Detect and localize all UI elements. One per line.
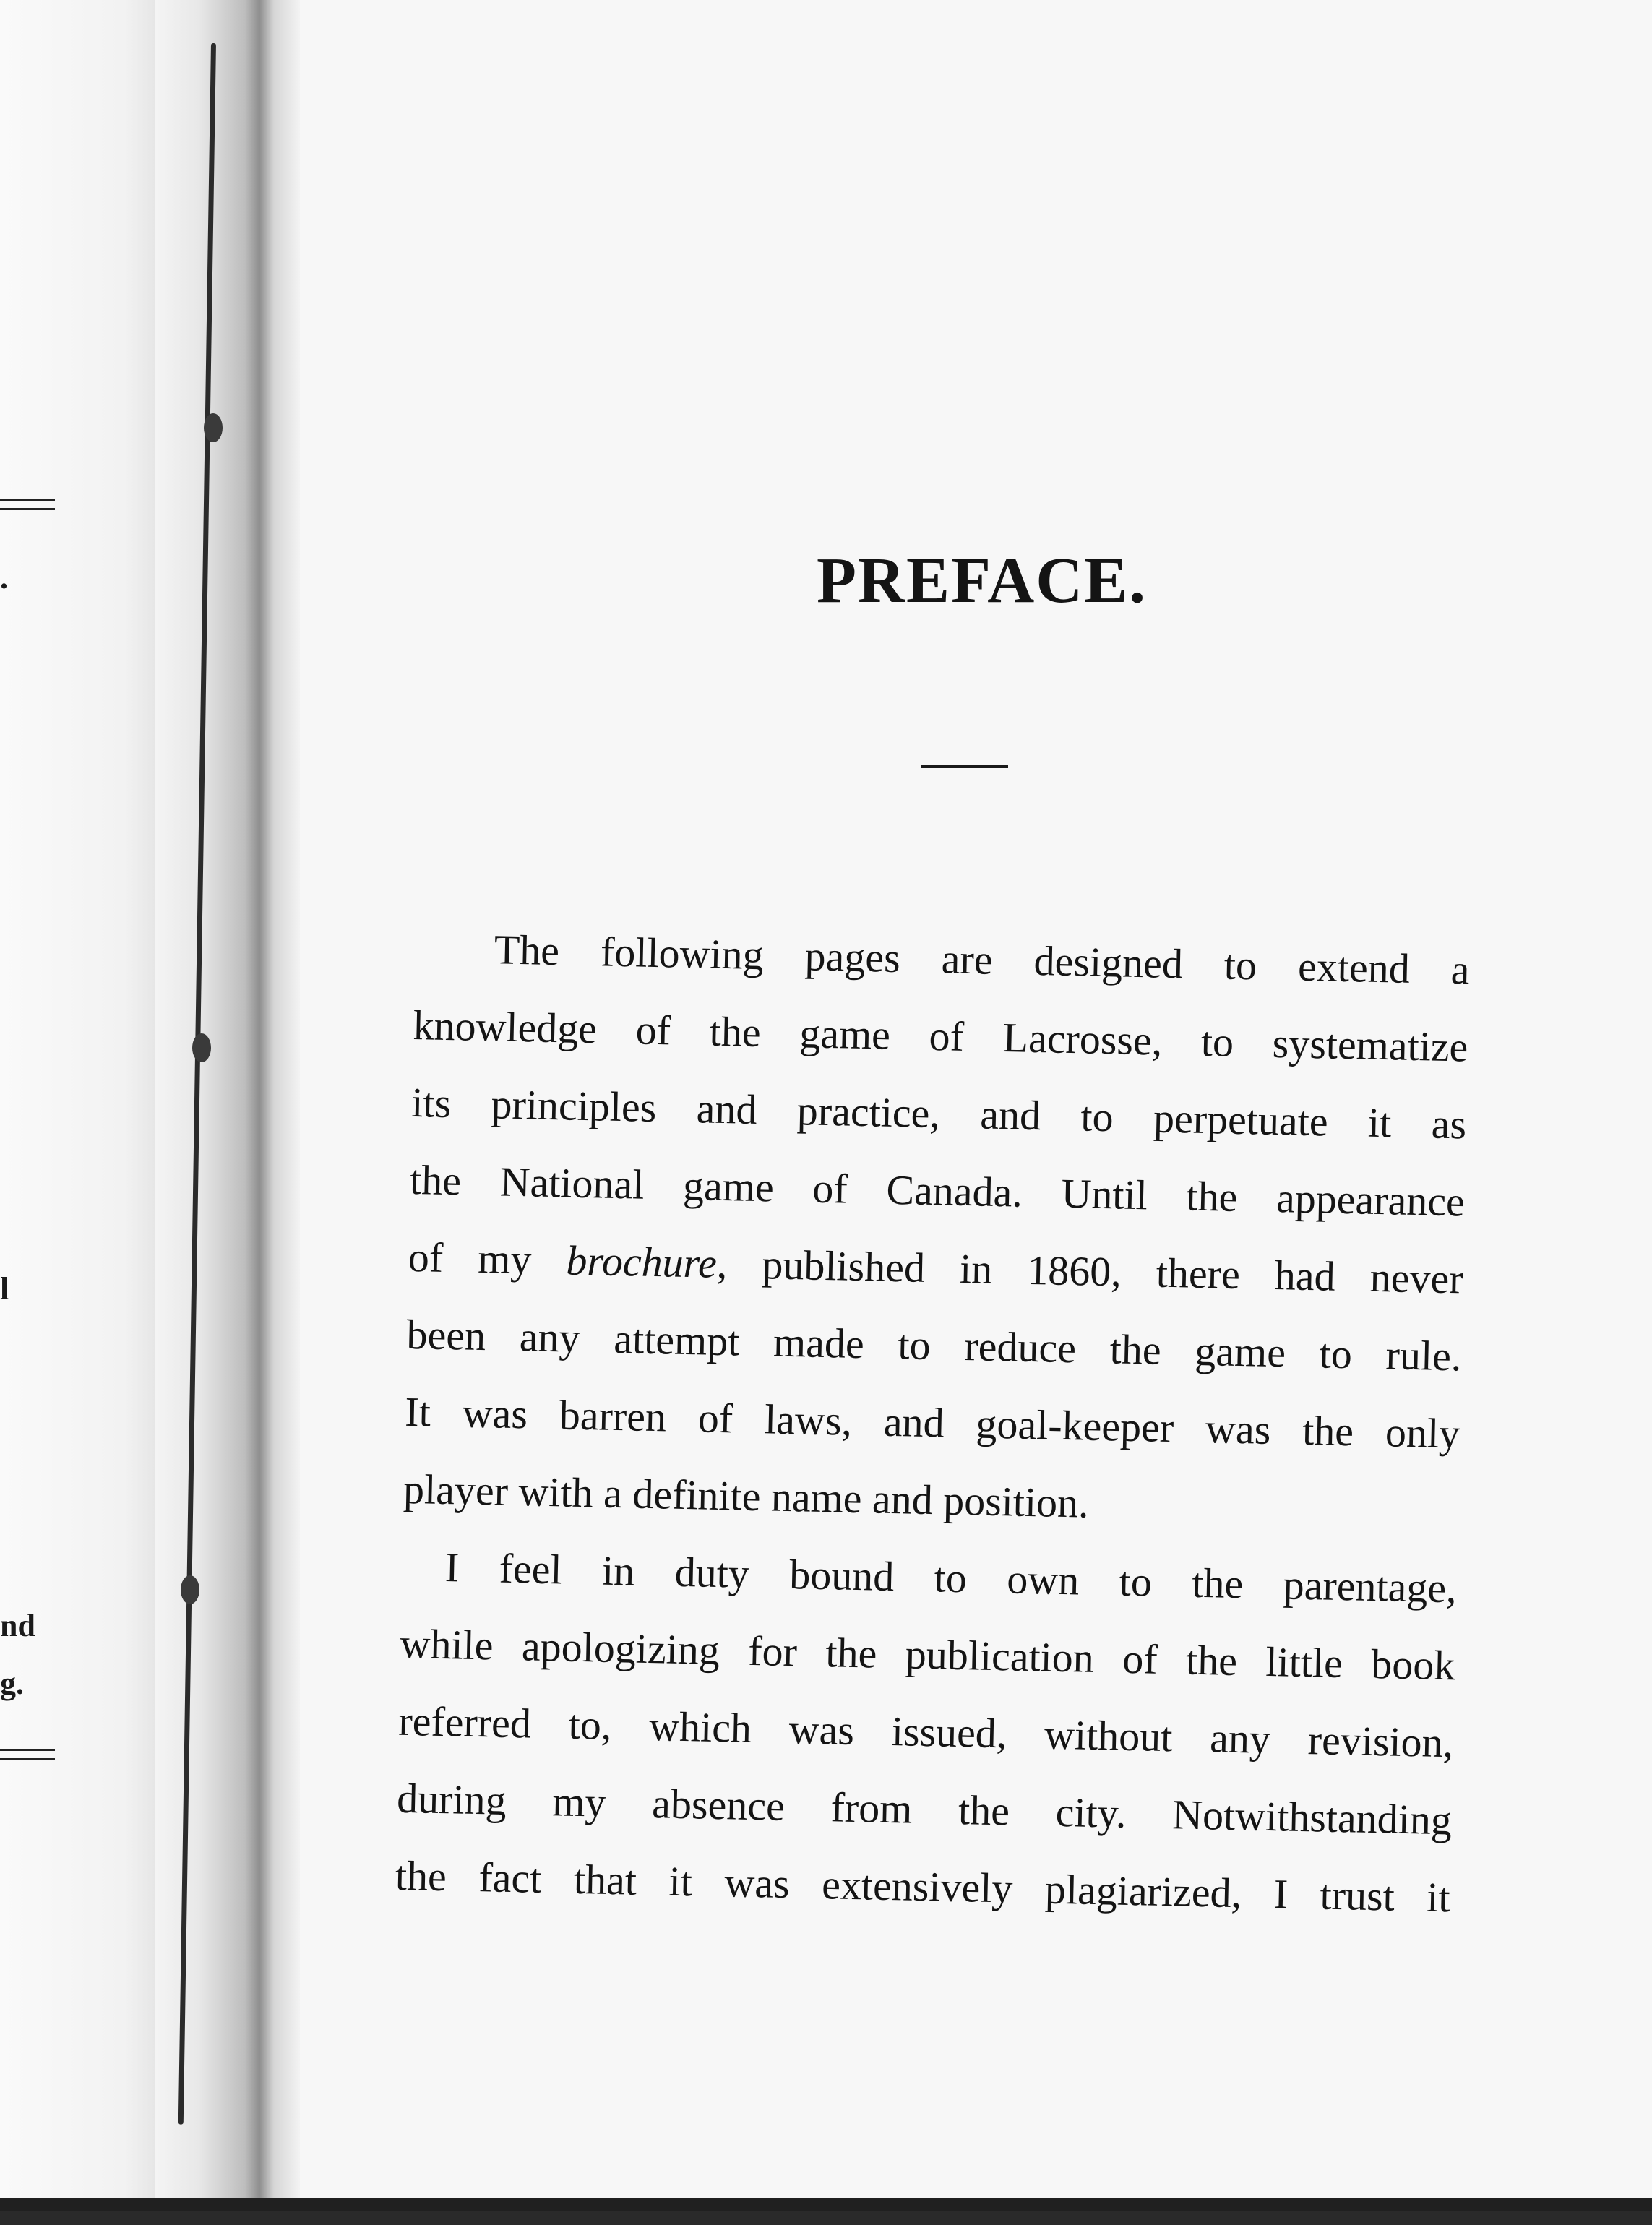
text-line: referred to, which was issued, without any revision, bbox=[397, 1697, 1454, 1767]
left-page-fragment: l bbox=[0, 1271, 9, 1307]
left-page-double-rule bbox=[0, 499, 55, 510]
page-title: PREFACE. bbox=[817, 545, 1147, 616]
left-page-fragment: . bbox=[0, 560, 8, 595]
book-binding-gutter bbox=[155, 0, 300, 2211]
text-segment: , published in 1860, there had never bbox=[716, 1239, 1464, 1303]
text-line: It was barren of laws, and goal-keeper was the only bbox=[404, 1387, 1460, 1458]
paragraph-1 bbox=[403, 909, 1471, 1549]
text-line: the National game of Canada. Until the appearance bbox=[409, 1155, 1466, 1226]
binding-stitch bbox=[181, 1575, 199, 1604]
left-page-double-rule bbox=[0, 1749, 55, 1760]
text-line: during my absence from the city. Notwithstanding bbox=[396, 1774, 1453, 1844]
paragraph-2 bbox=[395, 1528, 1458, 1936]
text-line: I feel in duty bound to own to the parentage, bbox=[444, 1544, 1458, 1612]
text-line: knowledge of the game of Lacrosse, to systematize bbox=[412, 1001, 1468, 1071]
preface-body bbox=[395, 909, 1471, 1936]
text-line: been any attempt made to reduce the game to rule. bbox=[405, 1310, 1463, 1380]
italic-term: brochure bbox=[565, 1236, 718, 1287]
text-line: while apologizing for the publication of the little book bbox=[400, 1619, 1456, 1690]
title-rule bbox=[921, 765, 1008, 768]
text-line: player with a definite name and position. bbox=[403, 1465, 1090, 1527]
binding-stitch bbox=[192, 1033, 211, 1062]
left-page-fragment: nd bbox=[0, 1608, 35, 1643]
left-page-fragment: g. bbox=[0, 1666, 24, 1701]
left-page-edge bbox=[0, 0, 158, 2211]
text-line: the fact that it was extensively plagiarized, I trust it bbox=[395, 1851, 1451, 1921]
binding-stitch bbox=[204, 413, 223, 442]
text-segment: of my bbox=[408, 1233, 567, 1284]
text-line: its principles and practice, and to perpetuate it as bbox=[410, 1078, 1467, 1148]
scan-bottom-edge bbox=[0, 2198, 1652, 2211]
text-line: The following pages are designed to extend a bbox=[494, 926, 1471, 994]
